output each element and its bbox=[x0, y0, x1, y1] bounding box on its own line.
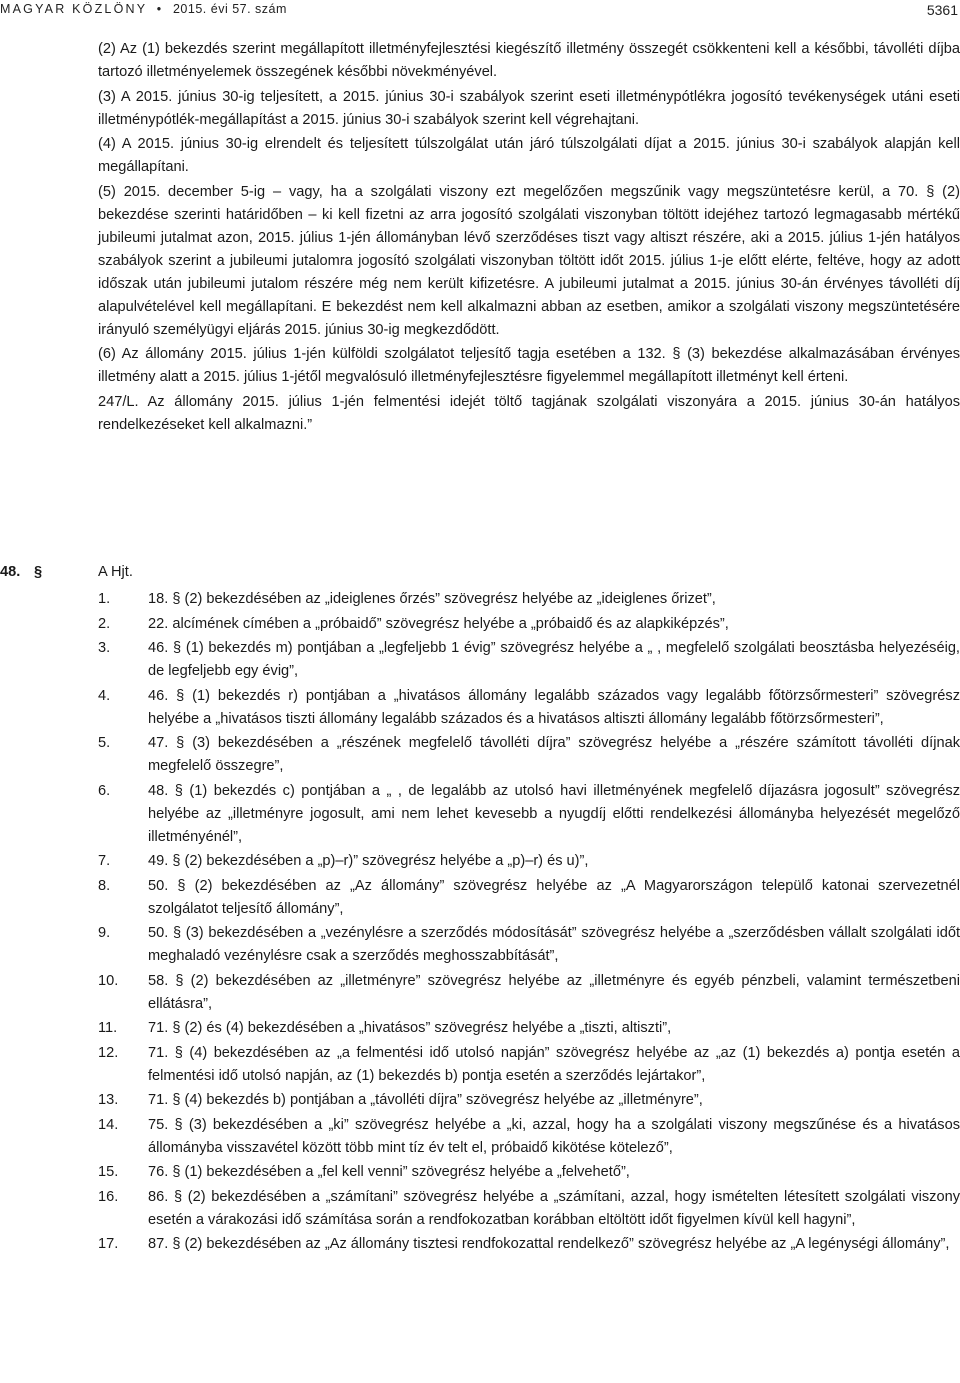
paragraph-5: (5) 2015. december 5-ig – vagy, ha a szolgálati viszony ezt megelőzően megszűnik vagy megszüntetésre kerül, a 70. § (2) bekezdése szerinti határidőben – ki kell fizetni az arra jogosító szolgálati viszonyban töltött idejéhez tartozó legmagasabb mértékű jubileumi jutalmat azon, 2015. július 1-jén állományban lévő szerződéses tiszt vagy altiszt részére, aki a 2015. július 1-jén hatályos szabályok szerint a jubileumi jutalomra jogosító szolgálati viszonyban töltött időt 2015. július 1-je előtt elérte, feltéve, hogy az adott időszak után jubileumi jutalom részére még nem került kifizetésre. A jubileumi jutalmat a 2015. június 30-án érvényes távolléti díj alapulvételével kell megállapítani. E bekezdést nem kell alkalmazni abban az esetben, amikor a szolgálati viszony megszüntetésére irányuló személyügyi eljárás 2015. június 30-ig megkezdődött. bbox=[98, 183, 960, 338]
paragraph-3: (3) A 2015. június 30-ig teljesített, a 2015. június 30-i szabályok szerint eseti illetménypótlékra jogosító tevékenységek utáni eseti illetménypótlék-megállapítást a 2015. június 30-i szabályok szerint kell végrehajtani. bbox=[98, 88, 960, 128]
item-text: 18. § (2) bekezdésében az „ideiglenes őrzés” szövegrész helyébe az „ideiglenes őrizet”, bbox=[148, 591, 716, 607]
item-number: 16. bbox=[98, 1188, 119, 1205]
item-text: 87. § (2) bekezdésében az „Az állomány tisztesi rendfokozattal rendelkező” szövegrész helyébe az „A legénységi állomány”, bbox=[148, 1236, 950, 1252]
page-header bbox=[0, 0, 960, 22]
item-number: 11. bbox=[98, 1020, 118, 1036]
item-text: 71. § (4) bekezdés b) pontjában a „távolléti díjra” szövegrész helyébe az „illetményre”, bbox=[148, 1092, 703, 1108]
item-text: 75. § (3) bekezdésében a „ki” szövegrész helyébe a „ki, azzal, hogy ha a szolgálati viszony megszűnése és a hivatásos állományba visszavétel között több mint tíz év telt el, próbaidő kikötése kötelező”, bbox=[148, 1116, 960, 1156]
item-text: 48. § (1) bekezdés c) pontjában a „ , de legalább az utolsó havi illetményének megfelelő díjazásra jogosult” szövegrész helyébe az „illetményre jogosult, ami nem lehet kevesebb a nyugdíj előtti rendelkezési állományba helyezését megelőző illetményénél”, bbox=[148, 782, 960, 845]
item-text: 49. § (2) bekezdésében a „p)–r)” szövegrész helyébe a „p)–r) és u)”, bbox=[148, 853, 589, 869]
item-number: 1. bbox=[98, 591, 111, 607]
list-item bbox=[98, 637, 960, 683]
item-text: 58. § (2) bekezdésében az „illetményre” szövegrész helyébe az „illetményre és egyéb pénzbeli, valamint természetbeni ellátásra”, bbox=[148, 972, 960, 1012]
list-item bbox=[98, 922, 960, 968]
section-number: 48. bbox=[0, 564, 21, 580]
item-text: 71. § (4) bekezdésében az „a felmentési idő utolsó napján” szövegrész helyébe az „az (1) bekezdés a) pontja esetén a felmentési idő utolsó napján, az (1) bekezdés b) pontja esetén a szerződés lejártakor”, bbox=[148, 1044, 960, 1084]
list-item bbox=[98, 875, 960, 921]
item-number: 4. bbox=[98, 687, 111, 704]
item-number: 12. bbox=[98, 1044, 119, 1061]
list-item bbox=[98, 1114, 960, 1160]
item-text: 46. § (1) bekezdés r) pontjában a „hivatásos állomány legalább százados vagy legalább főtörzsőrmesteri” szövegrész helyébe a „hivatásos tiszti állomány legalább százados és a hivatásos altiszti állomány legalább főtörzsőrmesteri”, bbox=[148, 687, 960, 727]
list-item bbox=[98, 588, 960, 611]
item-number: 13. bbox=[98, 1092, 119, 1108]
list-item bbox=[98, 613, 960, 636]
paragraph-4: (4) A 2015. június 30-ig elrendelt és teljesített túlszolgálat után járó túlszolgálati díjat a 2015. június 30-i szabályok alapján kell megállapítani. bbox=[98, 136, 960, 175]
item-number: 9. bbox=[98, 925, 111, 941]
paragraph-6: (6) Az állomány 2015. július 1-jén külföldi szolgálatot teljesítő tagja esetében a 132. § (3) bekezdése alkalmazásában érvényes illetmény alatt a 2015. július 1-jétől megvalósuló illetményfejlesztésre figyelemmel megállapított illetményt kell érteni. bbox=[98, 346, 960, 385]
list-item bbox=[98, 1233, 960, 1256]
item-text: 46. § (1) bekezdés m) pontjában a „legfeljebb 1 évig” szövegrész helyébe a „ , megfelelő szolgálati beosztásba helyezéséig, de legfeljebb egy évig”, bbox=[148, 640, 960, 679]
list-item bbox=[98, 1089, 960, 1112]
item-text: 76. § (1) bekezdésében a „fel kell venni” szövegrész helyébe a „felvehető”, bbox=[148, 1164, 630, 1180]
page-number: 5361 bbox=[926, 2, 958, 18]
list-item bbox=[98, 685, 960, 731]
list-item bbox=[98, 732, 960, 778]
item-number: 5. bbox=[98, 735, 111, 751]
item-number: 15. bbox=[98, 1164, 119, 1180]
list-item bbox=[98, 1186, 960, 1232]
section-title: A Hjt. bbox=[98, 564, 133, 580]
paragraph-247-l: 247/L. Az állomány 2015. július 1-jén felmentési idejét töltő tagjának szolgálati viszonyára a 2015. június 30-án hatályos rendelkezéseket kell alkalmazni.” bbox=[98, 393, 960, 433]
list-item bbox=[98, 850, 960, 873]
list-item bbox=[98, 970, 960, 1016]
item-text: 50. § (3) bekezdésében a „vezénylésre a szerződés módosítását” szövegrész helyébe a „szerződésben vállalt szolgálati időt meghaladó vezénylésre csak a szerződés meghosszabbítását”, bbox=[148, 925, 960, 964]
item-text: 71. § (2) és (4) bekezdésében a „hivatásos” szövegrész helyébe a „tiszti, altiszti”, bbox=[148, 1020, 672, 1036]
journal-name: MAGYAR KÖZLÖNY bbox=[0, 2, 148, 16]
item-text: 47. § (3) bekezdésében a „részének megfelelő távolléti díjra” szövegrész helyébe a „részére számított távolléti díjnak megfelelő összegre”, bbox=[148, 735, 960, 774]
header-bullet: • bbox=[156, 2, 164, 16]
item-number: 7. bbox=[98, 853, 111, 869]
item-number: 10. bbox=[98, 972, 119, 989]
document-body bbox=[98, 38, 960, 438]
item-number: 8. bbox=[98, 877, 111, 894]
amendment-list bbox=[98, 588, 960, 1258]
list-item bbox=[98, 1017, 960, 1040]
section-sign: § bbox=[34, 564, 43, 580]
item-text: 86. § (2) bekezdésében a „számítani” szövegrész helyébe a „számítani, azzal, hogy ismételten létesített szolgálati viszony esetén a várakozási idő számítása során a rendfokozatban korábban eltöltött időt figyelmen kívül kell hagyni”, bbox=[148, 1188, 960, 1228]
item-text: 50. § (2) bekezdésében az „Az állomány” szövegrész helyébe az „A Magyarországon települő katonai szervezetnél szolgálatot teljesítő állomány”, bbox=[148, 877, 960, 917]
item-number: 2. bbox=[98, 615, 111, 632]
list-item bbox=[98, 1042, 960, 1088]
item-number: 3. bbox=[98, 640, 111, 656]
journal-info bbox=[0, 2, 287, 16]
paragraph-2: (2) Az (1) bekezdés szerint megállapított illetményfejlesztési kiegészítő illetmény összegét csökkenteni kell a későbbi, távolléti díjba tartozó illetményelemek összegének későbbi növekményével. bbox=[98, 41, 960, 80]
list-item bbox=[98, 1161, 960, 1184]
item-number: 17. bbox=[98, 1236, 119, 1252]
item-number: 14. bbox=[98, 1116, 119, 1133]
item-text: 22. alcímének címében a „próbaidő” szövegrész helyébe a „próbaidő és az alapkiképzés”, bbox=[148, 615, 729, 632]
item-number: 6. bbox=[98, 782, 111, 799]
list-item bbox=[98, 780, 960, 849]
issue-info: 2015. évi 57. szám bbox=[172, 2, 287, 16]
